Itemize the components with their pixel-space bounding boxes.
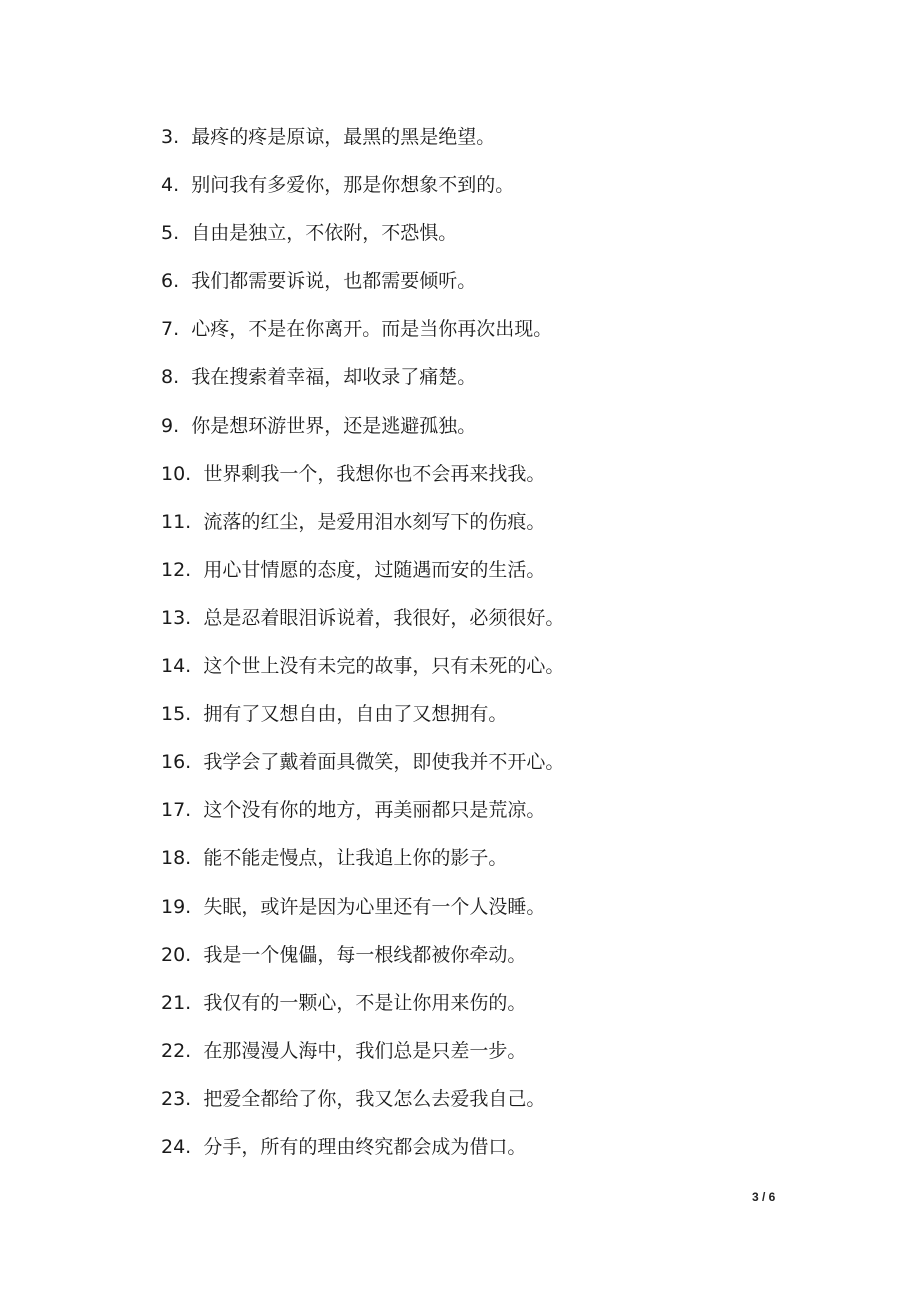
list-item-number: 12. <box>161 558 192 581</box>
list-item-text: 在那漫漫人海中，我们总是只差一步。 <box>203 1039 527 1062</box>
list-item-text: 你是想环游世界，还是逃避孤独。 <box>191 414 477 437</box>
list-item-number: 9. <box>161 414 180 437</box>
list-item-number: 4. <box>161 174 180 197</box>
list-item-text: 世界剩我一个，我想你也不会再来找我。 <box>203 462 546 485</box>
list-item <box>161 168 564 216</box>
list-item-number: 24. <box>161 1135 192 1158</box>
list-item <box>161 1034 564 1082</box>
list-item-text: 自由是独立，不依附，不恐惧。 <box>191 222 458 245</box>
list-item <box>161 360 564 408</box>
list-item-number: 16. <box>161 751 192 774</box>
list-item <box>161 601 564 649</box>
list-item-text: 失眠，或许是因为心里还有一个人没睡。 <box>203 895 546 918</box>
list-item-text: 这个世上没有未完的故事，只有未死的心。 <box>203 655 565 678</box>
list-item-number: 17. <box>161 799 192 822</box>
list-item-number: 10. <box>161 462 192 485</box>
list-item <box>161 216 564 264</box>
list-item <box>161 793 564 841</box>
list-item-number: 15. <box>161 703 192 726</box>
list-item-text: 拥有了又想自由，自由了又想拥有。 <box>203 703 508 726</box>
list-item-number: 6. <box>161 270 180 293</box>
list-item-number: 23. <box>161 1087 192 1110</box>
list-item <box>161 697 564 745</box>
list-item-number: 11. <box>161 510 192 533</box>
list-item <box>161 264 564 312</box>
list-item-text: 别问我有多爱你，那是你想象不到的。 <box>191 174 515 197</box>
list-item-number: 5. <box>161 222 180 245</box>
list-item <box>161 505 564 553</box>
list-item-text: 我仅有的一颗心，不是让你用来伤的。 <box>203 991 527 1014</box>
page-number: 3 / 6 <box>752 1190 776 1204</box>
list-item <box>161 745 564 793</box>
list-item-text: 我在搜索着幸福，却收录了痛楚。 <box>191 366 477 389</box>
list-item-text: 我是一个傀儡，每一根线都被你牵动。 <box>203 943 527 966</box>
list-item-text: 总是忍着眼泪诉说着，我很好，必须很好。 <box>203 606 565 629</box>
list-item-number: 19. <box>161 895 192 918</box>
list-item-number: 22. <box>161 1039 192 1062</box>
list-item-number: 21. <box>161 991 192 1014</box>
list-item-text: 分手，所有的理由终究都会成为借口。 <box>203 1135 527 1158</box>
list-item-number: 3. <box>161 126 180 148</box>
list-item-number: 18. <box>161 847 192 870</box>
list-item-number: 20. <box>161 943 192 966</box>
list-item-number: 8. <box>161 366 180 389</box>
list-item-text: 能不能走慢点，让我追上你的影子。 <box>203 847 508 870</box>
list-item <box>161 409 564 457</box>
list-item-text: 心疼，不是在你离开。而是当你再次出现。 <box>191 318 553 341</box>
list-item-text: 用心甘情愿的态度，过随遇而安的生活。 <box>203 558 546 581</box>
list-item-number: 7. <box>161 318 180 341</box>
list-item <box>161 1082 564 1130</box>
list-item-text: 这个没有你的地方，再美丽都只是荒凉。 <box>203 799 546 822</box>
list-item <box>161 312 564 360</box>
list-item <box>161 120 564 168</box>
list-item <box>161 938 564 986</box>
list-item <box>161 986 564 1034</box>
list-item <box>161 457 564 505</box>
list-item <box>161 553 564 601</box>
list-item-text: 把爱全都给了你，我又怎么去爱我自己。 <box>203 1087 546 1110</box>
list-item <box>161 841 564 889</box>
list-item <box>161 1130 564 1178</box>
list-item <box>161 649 564 697</box>
list-item-text: 我们都需要诉说，也都需要倾听。 <box>191 270 477 293</box>
list-item-text: 流落的红尘，是爱用泪水刻写下的伤痕。 <box>203 510 546 533</box>
list-item-text: 最疼的疼是原谅，最黑的黑是绝望。 <box>191 126 496 148</box>
list-item <box>161 890 564 938</box>
list-item-number: 13. <box>161 606 192 629</box>
quote-list <box>161 120 564 1178</box>
list-item-text: 我学会了戴着面具微笑，即使我并不开心。 <box>203 751 565 774</box>
list-item-number: 14. <box>161 655 192 678</box>
